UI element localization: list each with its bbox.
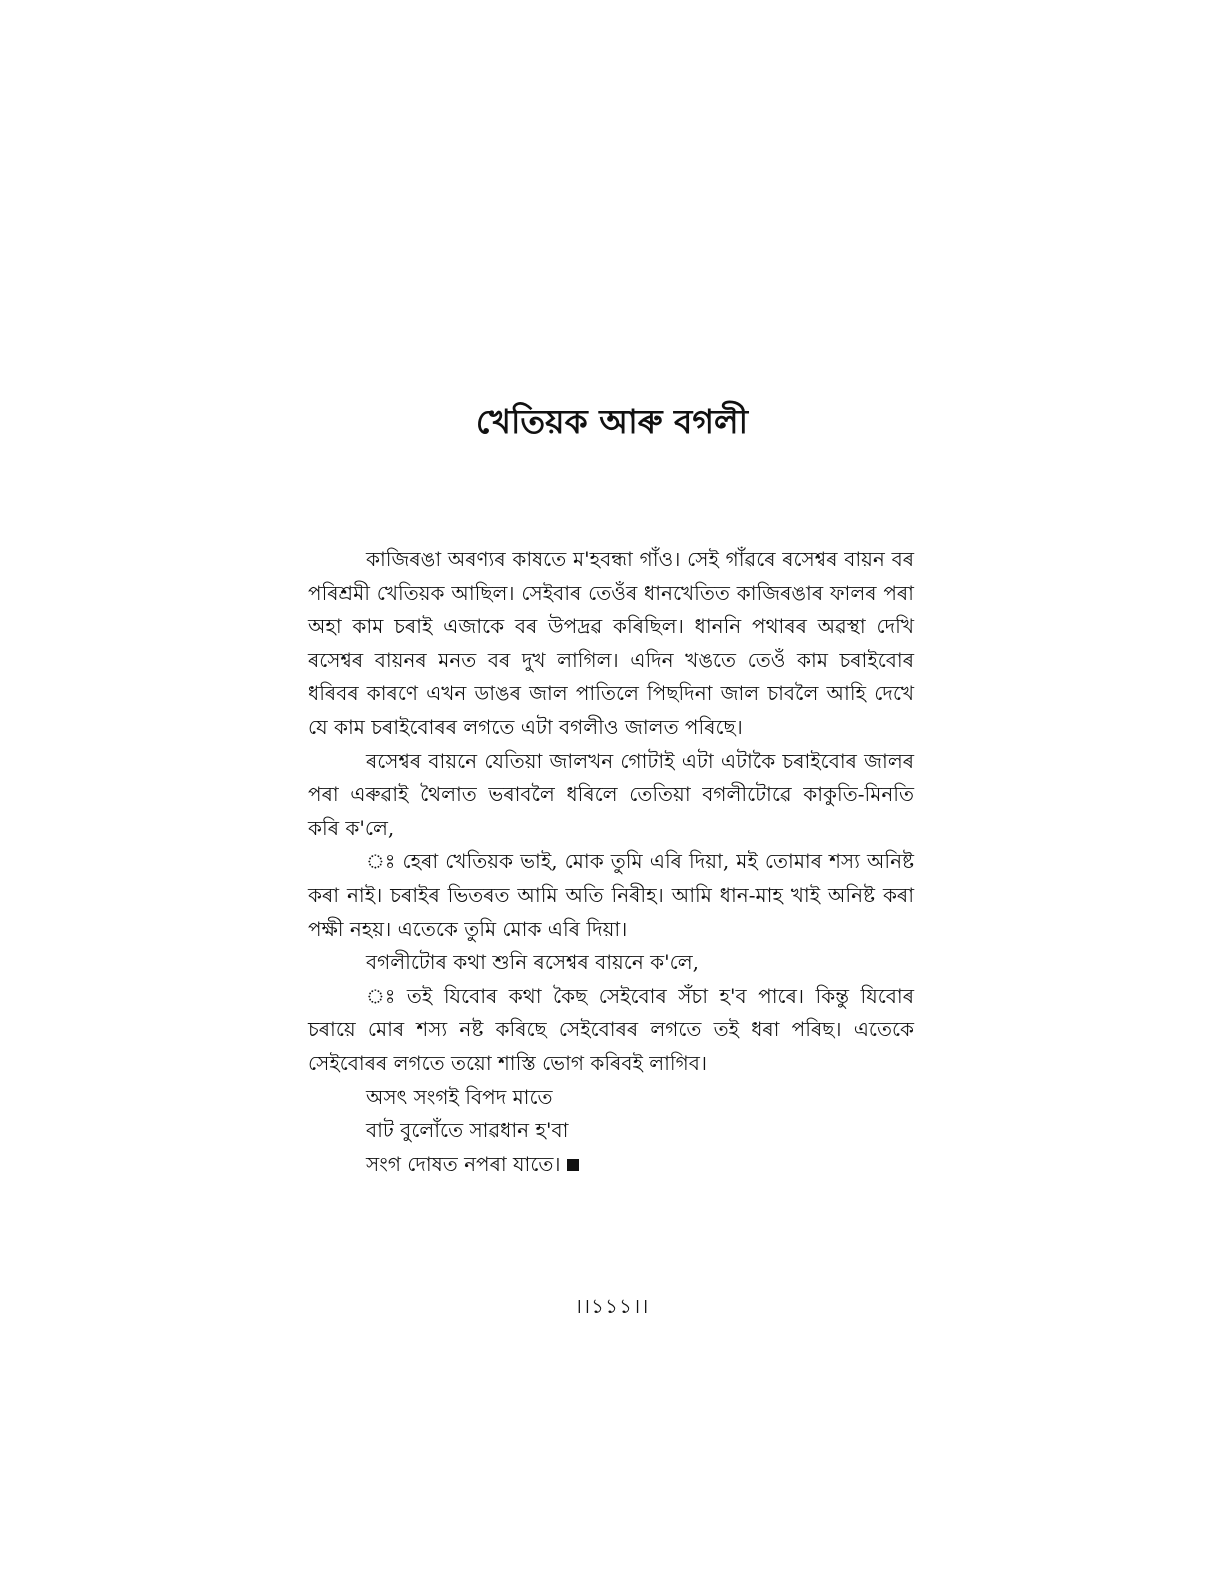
paragraph-1: কাজিৰঙা অৰণ্যৰ কাষতে ম'হবন্ধা গাঁও। সেই গাঁৱৰে ৰসেশ্বৰ বায়ন বৰ পৰিশ্ৰমী খেতিয়ক আছিল। সেইবাৰ তেওঁৰ ধানখেতিত কাজিৰঙাৰ ফালৰ পৰা অহা কাম চৰাই এজাকে বৰ উপদ্ৰৱ কৰিছিল। ধাননি পথাৰৰ অৱস্থা দেখি ৰসেশ্বৰ বায়নৰ মনত বৰ দুখ লাগিল। এদিন খঙতে তেওঁ কাম চৰাইবোৰ ধৰিবৰ কাৰণে এখন ডাঙৰ জাল পাতিলে পিছদিনা জাল চাবলৈ আহি দেখে যে কাম চৰাইবোৰৰ লগতে এটা বগলীও জালত পৰিছে।	[308, 547, 914, 739]
verse-line-3-wrapper	[366, 1148, 914, 1182]
verse-line-2: বাট বুলোঁতে সাৱধান হ'বা	[366, 1118, 569, 1143]
paragraph-3: ঃ হেৰা খেতিয়ক ভাই, মোক তুমি এৰি দিয়া, মই তোমাৰ শস্য অনিষ্ট কৰা নাই। চৰাইৰ ভিতৰত আমি অতি নিৰীহ। আমি ধান-মাহ খাই অনিষ্ট কৰা পক্ষী নহয়। এতেকে তুমি মোক এৰি দিয়া।	[308, 849, 914, 941]
verse-line-3: সংগ দোষত নপৰা যাতে।	[366, 1151, 561, 1176]
paragraph-5: ঃ তই যিবোৰ কথা কৈছ সেইবোৰ সঁচা হ'ব পাৰে। কিন্তু যিবোৰ চৰায়ে মোৰ শস্য নষ্ট কৰিছে সেইবোৰৰ লগতে তই ধৰা পৰিছ। এতেকে সেইবোৰৰ লগতে তয়ো শাস্তি ভোগ কৰিবই লাগিব।	[308, 983, 914, 1075]
story-body	[308, 543, 914, 1181]
page-number: ।।১১১।।	[574, 1294, 650, 1318]
paragraph-2: ৰসেশ্বৰ বায়নে যেতিয়া জালখন গোটাই এটা এটাকৈ চৰাইবোৰ জালৰ পৰা এৰুৱাই থৈলাত ভৰাবলৈ ধৰিলে তেতিয়া বগলীটোৱে কাকুতি-মিনতি কৰি ক'লে,	[308, 748, 914, 840]
paragraph-4: বগলীটোৰ কথা শুনি ৰসেশ্বৰ বায়নে ক'লে,	[366, 950, 700, 975]
verse-line-1: অসৎ সংগই বিপদ মাতে	[366, 1084, 553, 1109]
moral-verse	[308, 1081, 914, 1182]
end-square-icon	[567, 1159, 579, 1171]
story-title: খেতিয়ক আৰু বগলী	[475, 402, 749, 441]
